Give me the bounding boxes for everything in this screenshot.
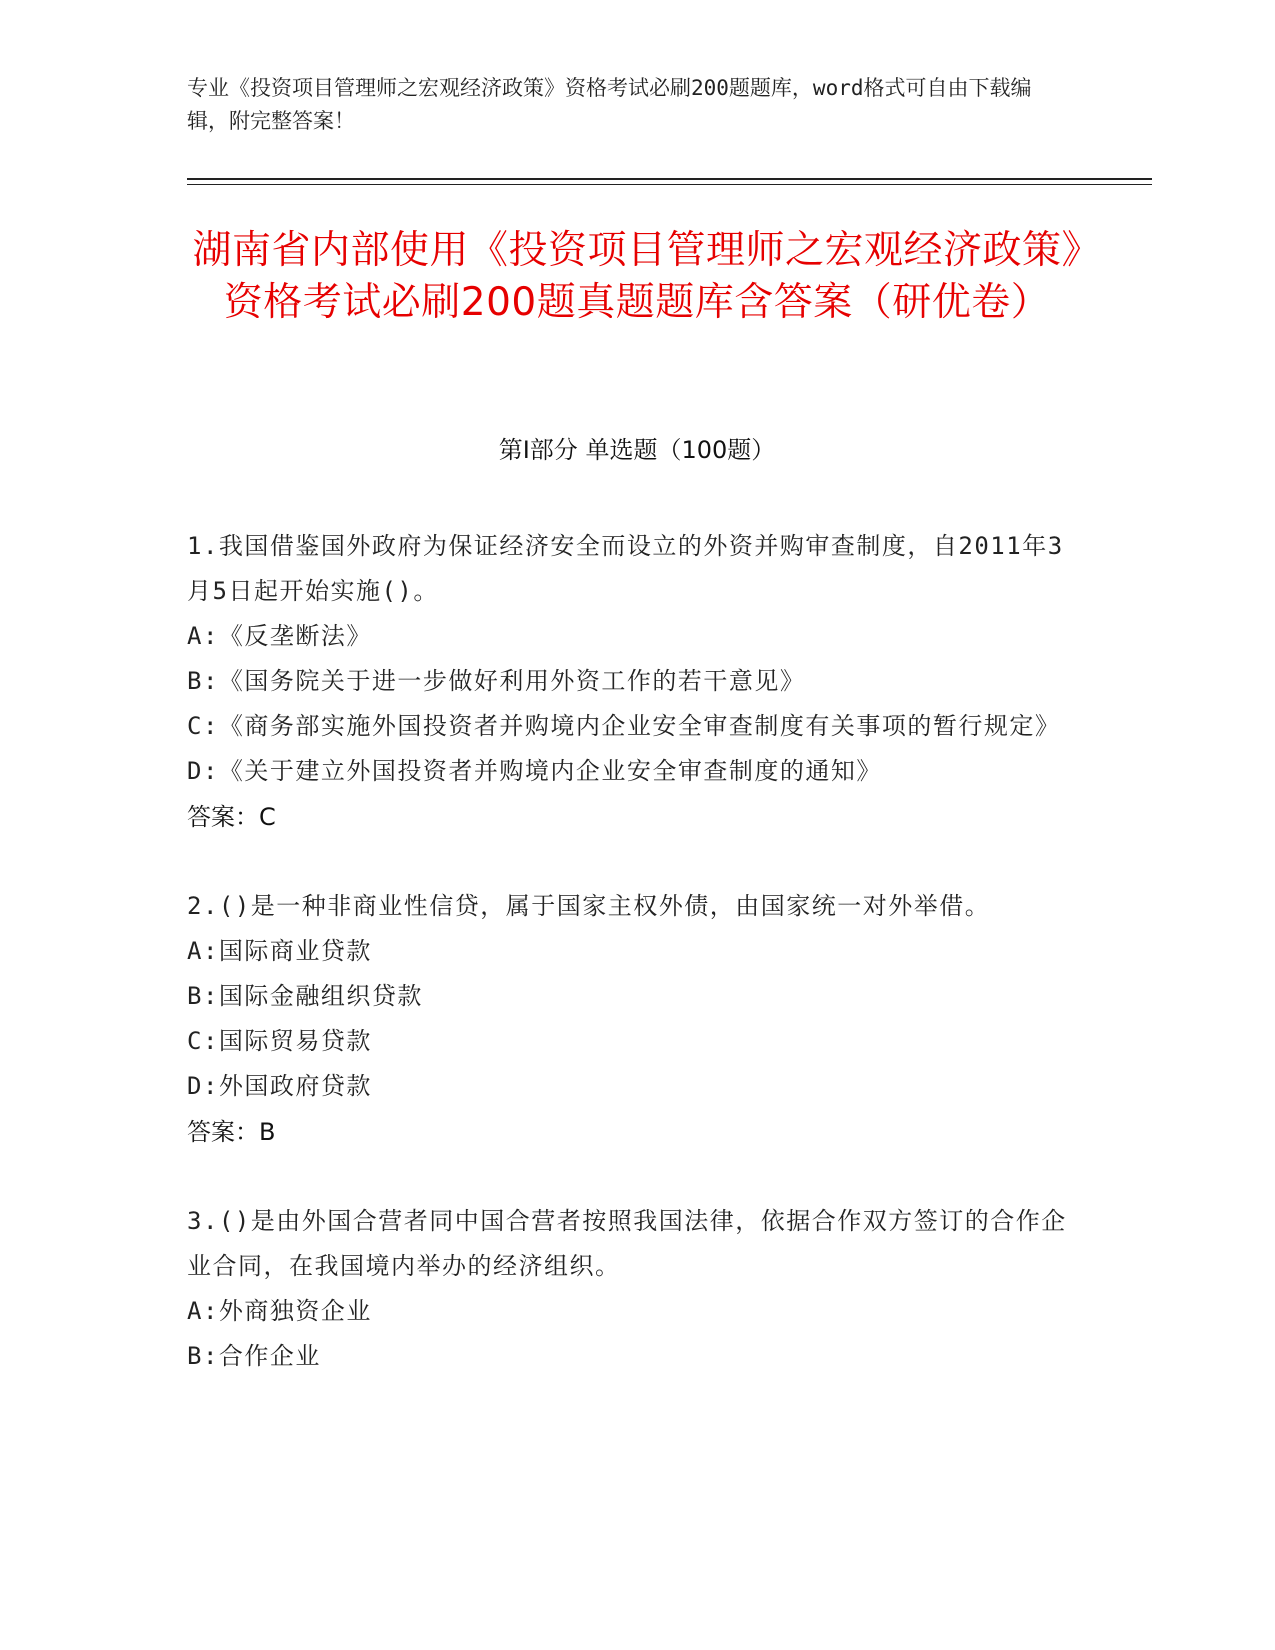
document-title: 湖南省内部使用《投资项目管理师之宏观经济政策》资格考试必刷200题真题题库含答案（研优卷）	[192, 228, 1082, 325]
option-c: C:《商务部实施外国投资者并购境内企业安全审查制度有关事项的暂行规定》	[187, 712, 1061, 740]
option-d: D:外国政府贷款	[187, 1072, 372, 1100]
option-a: A:《反垄断法》	[187, 622, 372, 650]
option-a: A:国际商业贷款	[187, 937, 372, 965]
option-b: B:《国务院关于进一步做好利用外资工作的若干意见》	[187, 667, 806, 695]
header-divider-thin	[187, 184, 1152, 185]
section-title: 第Ⅰ部分 单选题（100题）	[498, 436, 776, 464]
question-list	[187, 524, 1067, 1423]
option-b: B:合作企业	[187, 1342, 321, 1370]
option-b: B:国际金融组织贷款	[187, 982, 423, 1010]
question-stem: 3.()是由外国合营者同中国合营者按照我国法律，依据合作双方签订的合作企业合同，在我国境内举办的经济组织。	[187, 1207, 1067, 1280]
question-stem: 2.()是一种非商业性信贷，属于国家主权外债，由国家统一对外举借。	[187, 892, 991, 920]
option-a: A:外商独资企业	[187, 1297, 372, 1325]
question-3	[187, 1199, 1067, 1379]
answer: 答案：C	[187, 803, 276, 831]
option-d: D:《关于建立外国投资者并购境内企业安全审查制度的通知》	[187, 757, 882, 785]
question-1	[187, 524, 1067, 840]
question-stem: 1.我国借鉴国外政府为保证经济安全而设立的外资并购审查制度，自2011年3月5日起开始实施()。	[187, 532, 1064, 605]
question-2	[187, 884, 1067, 1155]
answer: 答案：B	[187, 1118, 276, 1146]
option-c: C:国际贸易贷款	[187, 1027, 372, 1055]
header-divider-thick	[187, 178, 1152, 180]
header-note: 专业《投资项目管理师之宏观经济政策》资格考试必刷200题题库，word格式可自由下载编辑，附完整答案！	[187, 76, 1032, 133]
